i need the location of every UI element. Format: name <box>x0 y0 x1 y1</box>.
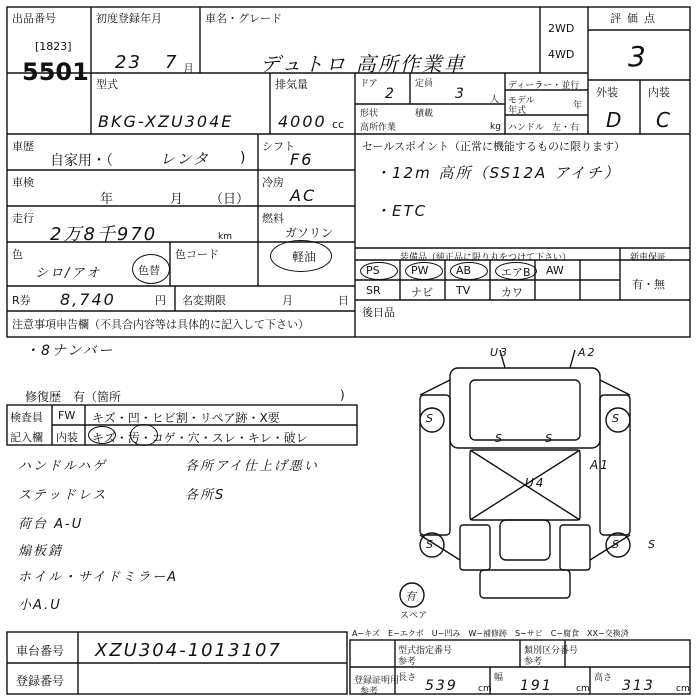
shift-value: F6 <box>290 150 314 169</box>
exterior-value: D <box>606 108 624 132</box>
kg-unit: kg <box>490 122 501 132</box>
diag-mark-s3: S <box>495 432 504 445</box>
inspection-month: 月 <box>170 192 184 207</box>
diag-mark-s7: S <box>648 538 657 551</box>
warranty-value: 有・無 <box>632 278 665 291</box>
fw-items: キズ・凹・ヒビ割・リペア跡・X要 <box>92 411 280 425</box>
interior-items: キズ・汚・コゲ・穴・スレ・キレ・破レ <box>92 431 308 445</box>
inspector-label-1: 検査員 <box>10 411 43 424</box>
sales-point-item-2: ・ETC <box>375 202 428 220</box>
interior-stain-mark <box>130 424 158 446</box>
remark-left-4: 煽板錆 <box>18 544 64 559</box>
diag-mark-s6: S <box>612 538 621 551</box>
history-value: 自家用・（ <box>50 153 113 169</box>
cc-unit: cc <box>332 118 345 131</box>
shape-value: 高所作業 <box>360 123 397 133</box>
equip-ab: AB <box>456 264 472 277</box>
history-close: ) <box>240 150 246 166</box>
equip-pw: PW <box>411 264 429 277</box>
ab-circle-mark <box>450 262 488 280</box>
reg-ref-label: 登録証明用 <box>354 676 400 686</box>
model-year-sub: 年式 <box>508 106 527 116</box>
equip-sr: SR <box>366 284 381 297</box>
model-value: BKG-XZU304E <box>98 112 234 131</box>
ps-circle-mark <box>360 262 398 280</box>
width-cm: cm <box>576 684 590 694</box>
deadline-day: 日 <box>338 294 349 307</box>
inspection-year: 年 <box>100 192 114 207</box>
airb-circle-mark <box>495 262 537 280</box>
reg-ref2: 参考 <box>360 687 379 697</box>
equip-airb: エアB <box>501 266 531 279</box>
km-unit: km <box>218 232 232 242</box>
displacement-value: 4000 <box>278 112 327 131</box>
handle-label: ハンドル <box>508 123 545 133</box>
doors-label: ドア <box>360 79 378 89</box>
exterior-label: 外装 <box>596 86 618 99</box>
diag-mark-a2: A2 <box>578 346 597 359</box>
capacity-value: 3 <box>455 86 466 102</box>
fw-label: FW <box>58 409 76 422</box>
width-label: 幅 <box>494 673 504 683</box>
lot-label: 出品番号 <box>12 12 56 25</box>
class-code-ref: 参考 <box>524 657 543 667</box>
model-year-label: モデル <box>508 96 535 106</box>
remark-right-1: 各所アイ仕上げ悪い <box>185 459 319 474</box>
month-char: 月 <box>183 62 194 75</box>
equip-aw: AW <box>546 264 564 277</box>
diag-mark-s1: S <box>426 412 435 425</box>
diag-mark-s2: S <box>612 412 621 425</box>
lot-number: 5501 <box>22 58 89 86</box>
diag-mark-u3: U3 <box>490 346 510 359</box>
interior-scratch-mark <box>88 426 116 444</box>
grade-value: 3 <box>628 40 648 73</box>
model-label: 型式 <box>96 78 118 91</box>
mileage-value: 2万8千970 <box>50 224 158 245</box>
diag-mark-a1: A1 <box>590 458 610 472</box>
color-code-label: 色コード <box>175 248 219 261</box>
height-label: 高さ <box>594 673 613 683</box>
drive-4wd: 4WD <box>548 48 575 61</box>
notes-item: ・8ナンバー <box>25 343 115 359</box>
diag-mark-s4: S <box>545 432 554 445</box>
name-label: 車名・グレード <box>205 12 282 25</box>
reg-label: 登録番号 <box>16 674 65 688</box>
diag-mark-s5: S <box>426 538 435 551</box>
inspector-label-2: 記入欄 <box>10 431 43 444</box>
repair-label: 修復歴 有（箇所 <box>25 390 122 404</box>
color-label: 色 <box>12 248 23 261</box>
width-value: 191 <box>520 678 553 694</box>
fuel-circle-mark <box>270 240 332 272</box>
deadline-month: 月 <box>282 294 293 307</box>
chassis-value: XZU304-1013107 <box>95 640 282 661</box>
shape-label: 形状 <box>360 109 379 119</box>
year-char: 年 <box>573 101 583 111</box>
cooling-value: AC <box>290 186 317 205</box>
equip-leather: カワ <box>501 286 523 299</box>
history-handwritten: レンタ <box>160 150 211 168</box>
name-value: デュトロ 高所作業車 <box>260 52 466 76</box>
history-label: 車歴 <box>12 140 34 153</box>
height-value: 313 <box>622 678 655 694</box>
chassis-label: 車台番号 <box>16 644 65 658</box>
cooling-label: 冷房 <box>262 176 284 189</box>
repair-close: ) <box>340 388 345 402</box>
interior-label: 内装 <box>648 86 670 99</box>
sales-point-item-1: ・12m 高所（SS12A アイチ） <box>375 164 621 182</box>
height-cm: cm <box>676 684 690 694</box>
yen-unit: 円 <box>155 294 166 307</box>
dealer-label: ディーラー・並行 <box>508 81 580 91</box>
fuel-label: 燃料 <box>262 212 284 225</box>
first-reg-month: 7 <box>165 52 179 73</box>
equip-ps: PS <box>366 264 380 277</box>
first-reg-label: 初度登録年月 <box>96 12 162 25</box>
repaint-label: 色替 <box>138 264 160 277</box>
sales-point-label: セールスポイント（正常に機能するものに限ります） <box>362 140 626 153</box>
length-value: 539 <box>425 678 458 694</box>
drive-2wd: 2WD <box>548 22 575 35</box>
remark-left-6: 小A.U <box>18 598 62 613</box>
capacity-label: 定員 <box>415 79 434 89</box>
recycle-value: 8,740 <box>60 290 116 309</box>
after-label: 後日品 <box>362 306 395 319</box>
remark-left-1: ハンドルハゲ <box>18 459 108 474</box>
equip-tv: TV <box>456 284 471 297</box>
equip-navi: ナビ <box>411 286 433 299</box>
notes-label: 注意事項申告欄（不具合内容等は具体的に記入して下さい） <box>12 318 309 331</box>
remark-left-3: 荷台 A-U <box>18 517 84 532</box>
remark-left-5: ホイル・サイドミラーA <box>18 570 178 585</box>
grade-label: 評価点 <box>610 12 661 25</box>
diag-spare: スペア <box>400 611 428 621</box>
shift-label: シフト <box>262 140 295 153</box>
deadline-label: 名変期限 <box>182 294 226 307</box>
mileage-label: 走行 <box>12 212 34 225</box>
remark-right-2: 各所S <box>185 488 226 503</box>
diag-mark-u4: U4 <box>525 476 546 490</box>
load-label: 積載 <box>415 109 434 119</box>
person-unit: 人 <box>490 95 500 105</box>
fuel-value: ガソリン <box>285 226 334 240</box>
length-label: 長さ <box>398 673 417 683</box>
fuel-circled: 軽油 <box>292 250 317 264</box>
interior-value: C <box>656 108 672 132</box>
inspection-label: 車検 <box>12 176 34 189</box>
pw-circle-mark <box>405 262 443 280</box>
damage-legend: A−キズ E−エクボ U−凹み W−補修跡 S−サビ C−腐食 XX−交換済 <box>352 629 629 638</box>
remark-left-2: ステッドレス <box>18 488 108 503</box>
type-cert-label: 型式指定番号 <box>398 646 453 656</box>
handle-options: 左・右 <box>552 123 580 133</box>
equipment-label: 装備品（純正品に限り丸をつけて下さい） <box>400 253 572 263</box>
doors-value: 2 <box>385 86 396 102</box>
recycle-label: R券 <box>12 294 31 307</box>
first-reg-year: 23 <box>115 52 142 73</box>
diag-circled: 有 <box>405 590 418 603</box>
repaint-circle-mark <box>132 254 170 284</box>
interior-row-label: 内装 <box>56 431 78 444</box>
displacement-label: 排気量 <box>275 78 308 91</box>
inspection-day: （日） <box>210 192 250 207</box>
type-cert-ref: 参考 <box>398 657 417 667</box>
class-code-label: 類別区分番号 <box>524 646 579 656</box>
vehicle-diagram <box>400 350 630 607</box>
length-cm: cm <box>478 684 492 694</box>
lot-ref: [1823] <box>35 40 72 53</box>
warranty-label: 新車保証 <box>630 253 667 263</box>
color-value: シロ/アオ <box>35 266 102 281</box>
